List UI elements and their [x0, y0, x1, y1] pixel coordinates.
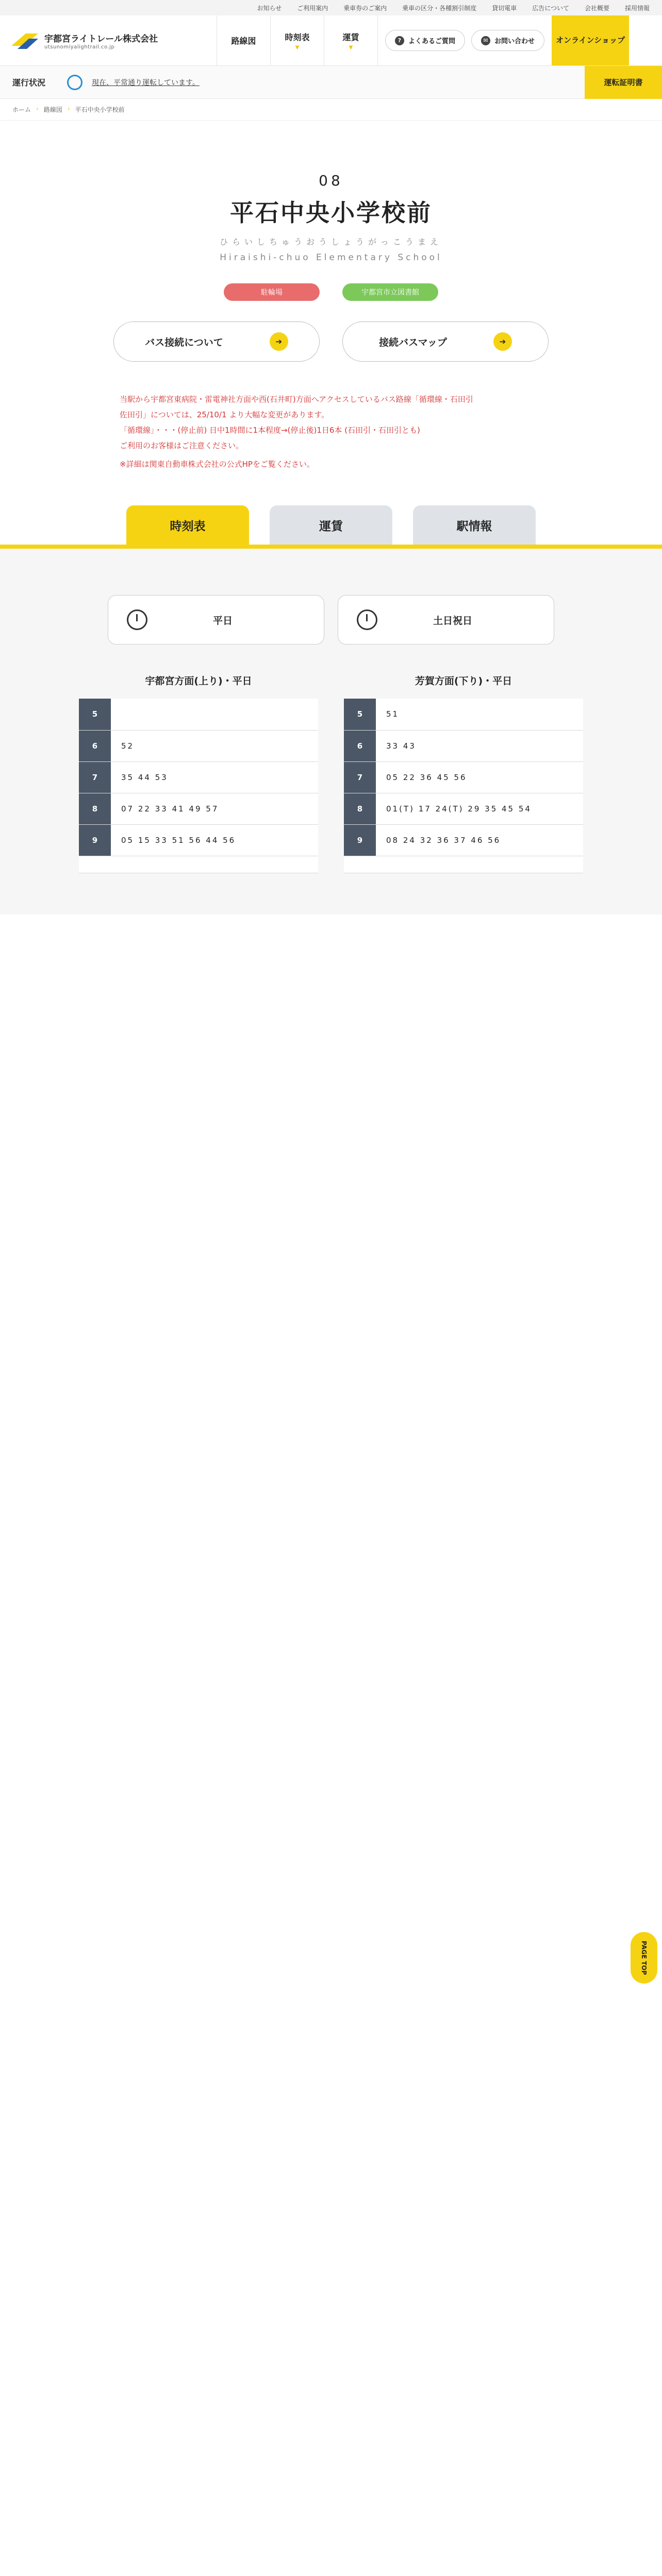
header-buttons [377, 15, 552, 65]
bus-connection-label: バス接続について [145, 336, 223, 348]
bus-map-button[interactable] [342, 321, 549, 362]
utility-link-discounts[interactable]: 乗車の区分・各種割引制度 [402, 4, 477, 12]
breadcrumb-home[interactable]: ホーム [12, 106, 31, 113]
chevron-down-icon: ▼ [349, 44, 353, 50]
utility-link-recruit[interactable]: 採用情報 [624, 4, 650, 12]
question-icon: ? [395, 36, 404, 45]
hour-cell: 7 [344, 761, 376, 793]
timetable-table [79, 699, 318, 856]
status-label: 運行状況 [12, 78, 46, 88]
hour-cell: 9 [79, 824, 111, 856]
minutes-cell: 05 15 33 51 56 44 56 [111, 824, 318, 856]
timetable-haga-weekday [344, 673, 583, 873]
mail-icon: ✉ [481, 36, 490, 45]
station-roman: Hiraishi-chuo Elementary School [220, 252, 442, 263]
gnav-label: 時刻表 [285, 32, 310, 42]
utility-link-news[interactable]: お知らせ [257, 4, 282, 12]
status-text[interactable]: 現在、平常通り運転しています。 [92, 78, 200, 87]
badge-library: 宇都宮市立図書館 [342, 283, 438, 301]
minutes-cell: 07 22 33 41 49 57 [111, 793, 318, 824]
timetable-grid [0, 673, 662, 873]
hour-cell: 8 [79, 793, 111, 824]
bus-notice [120, 392, 542, 453]
site-logo[interactable] [0, 15, 217, 65]
utility-link-charter[interactable]: 貸切電車 [492, 4, 517, 12]
notice-line: 当駅から宇都宮東病院・雷電神社方面や西(石井町)方面へアクセスしているバス路線「循環線・石田引 [120, 395, 473, 404]
holiday-label: 土日祝日 [433, 615, 472, 626]
day-type-buttons [0, 595, 662, 645]
breadcrumb-current: 平石中央小学校前 [75, 106, 125, 113]
status-ok-icon [67, 75, 82, 90]
site-header [0, 15, 662, 66]
breadcrumb-route-map[interactable]: 路線図 [43, 106, 62, 113]
table-row [344, 824, 583, 856]
minutes-cell: 52 [111, 730, 318, 761]
gnav-route-map[interactable] [217, 15, 270, 65]
tab-fare[interactable]: 運賃 [270, 505, 392, 545]
table-row [79, 730, 318, 761]
chevron-right-icon: › [36, 105, 39, 112]
hour-cell: 7 [79, 761, 111, 793]
table-row [79, 761, 318, 793]
tab-station-info[interactable]: 駅情報 [413, 505, 536, 545]
timetable-title: 芳賀方面(下り)・平日 [415, 675, 512, 687]
timetable-utsunomiya-weekday [79, 673, 318, 873]
timetable-table [344, 699, 583, 856]
minutes-cell [111, 699, 318, 730]
online-shop-button[interactable]: オンラインショップ [552, 15, 629, 65]
utility-link-tickets[interactable]: 乗車券のご案内 [343, 4, 387, 12]
utility-link-ads[interactable]: 広告について [532, 4, 569, 12]
table-row [79, 824, 318, 856]
timetable-section [0, 549, 662, 914]
table-row [344, 793, 583, 824]
chevron-right-icon: › [67, 105, 70, 112]
utility-link-guide[interactable]: ご利用案内 [297, 4, 328, 12]
minutes-cell: 05 22 36 45 56 [376, 761, 583, 793]
hour-cell: 5 [79, 699, 111, 730]
hour-cell: 6 [344, 730, 376, 761]
tab-divider [0, 545, 662, 549]
logo-mark-icon [10, 30, 39, 51]
utility-nav [0, 0, 662, 15]
clock-icon [127, 609, 147, 630]
notice-line: 佐田引」については、25/10/1 より大幅な変更があります。 [120, 410, 329, 419]
utility-link-company[interactable]: 会社概要 [584, 4, 609, 12]
badge-bicycle-parking: 駐輪場 [224, 283, 320, 301]
global-nav [217, 15, 377, 65]
hour-cell: 6 [79, 730, 111, 761]
station-tabs [0, 505, 662, 545]
faq-label: よくあるご質問 [408, 38, 456, 45]
minutes-cell: 35 44 53 [111, 761, 318, 793]
station-badges [0, 283, 662, 301]
holiday-button[interactable] [338, 595, 554, 645]
gnav-label: 運賃 [342, 32, 359, 42]
gnav-label: 路線図 [231, 36, 256, 46]
faq-button[interactable] [385, 30, 465, 51]
station-kana: ひらいしちゅうおうしょうがっこうまえ [219, 237, 442, 247]
hour-cell: 9 [344, 824, 376, 856]
bus-info-buttons [0, 321, 662, 362]
hour-cell: 8 [344, 793, 376, 824]
minutes-cell: 51 [376, 699, 583, 730]
notice-detail: ※詳細は関東自動車株式会社の公式HPをご覧ください。 [120, 460, 315, 469]
chevron-down-icon: ▼ [295, 44, 300, 50]
table-row [344, 699, 583, 730]
notice-line: 「循環線」・・・(停止前) 日中1時間に1本程度→(停止後)1日6本 (石田引・石田引とも) [120, 426, 420, 435]
logo-name: 宇都宮ライトレール株式会社 [44, 33, 158, 44]
contact-label: お問い合わせ [494, 38, 535, 45]
gnav-fare[interactable] [324, 15, 377, 65]
delay-certificate-button[interactable]: 運転証明書 [585, 66, 662, 99]
tab-timetable[interactable]: 時刻表 [126, 505, 249, 545]
station-heading [0, 121, 662, 362]
minutes-cell: 01(T) 17 24(T) 29 35 45 54 [376, 793, 583, 824]
minutes-cell: 08 24 32 36 37 46 56 [376, 824, 583, 856]
clock-icon [357, 609, 377, 630]
timetable-title: 宇都宮方面(上り)・平日 [145, 675, 252, 687]
bus-map-label: 接続バスマップ [379, 336, 447, 348]
operation-status [0, 66, 662, 99]
table-row [344, 730, 583, 761]
table-row [79, 699, 318, 730]
station-name: 平石中央小学校前 [230, 199, 432, 227]
logo-domain: utsunomiyalightrail.co.jp [44, 44, 115, 50]
timetable-more [79, 856, 318, 873]
station-number: 08 [319, 172, 343, 189]
timetable-more [344, 856, 583, 873]
table-row [79, 793, 318, 824]
bus-connection-button[interactable] [113, 321, 320, 362]
breadcrumb [0, 99, 662, 121]
hour-cell: 5 [344, 699, 376, 730]
gnav-timetable[interactable] [270, 15, 324, 65]
arrow-right-icon: ➔ [270, 332, 288, 351]
weekday-label: 平日 [212, 615, 233, 626]
page-top-button[interactable]: PAGE TOP [631, 1932, 657, 1984]
arrow-right-icon: ➔ [493, 332, 512, 351]
notice-line: ご利用のお客様はご注意ください。 [120, 441, 244, 450]
weekday-button[interactable] [108, 595, 324, 645]
table-row [344, 761, 583, 793]
minutes-cell: 33 43 [376, 730, 583, 761]
contact-button[interactable] [471, 30, 544, 51]
